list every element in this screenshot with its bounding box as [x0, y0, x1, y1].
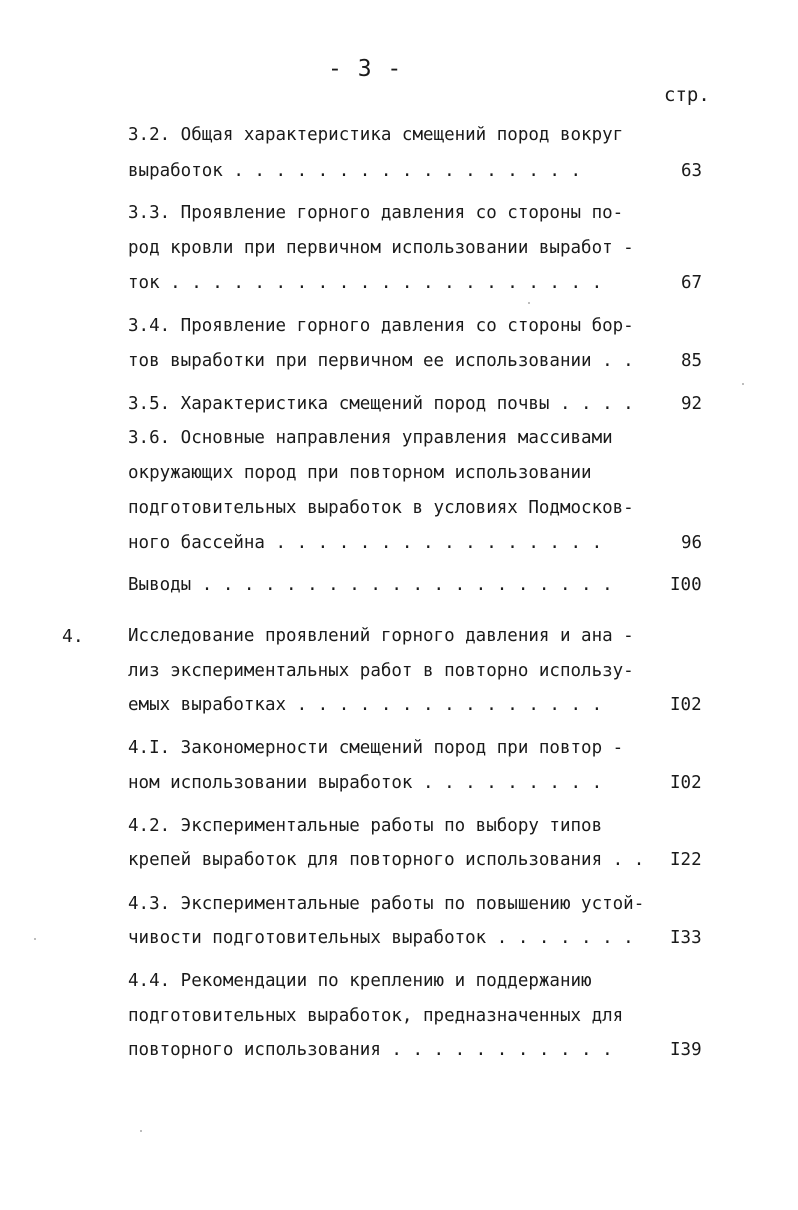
- page-number: - 3 -: [328, 56, 403, 82]
- scan-speck: [742, 383, 744, 385]
- toc-entry-line: ного бассейна . . . . . . . . . . . . . . . .: [128, 533, 603, 553]
- toc-entry-line: Выводы . . . . . . . . . . . . . . . . . . . .: [128, 575, 613, 595]
- chapter-number: 4.: [62, 626, 84, 647]
- toc-entry-line: окружающих пород при повторном использовании: [128, 463, 592, 483]
- toc-entry-line: подготовительных выработок, предназначенных для: [128, 1006, 624, 1026]
- toc-entry-line: ток . . . . . . . . . . . . . . . . . . . . .: [128, 273, 603, 293]
- toc-entry-line: род кровли при первичном использовании выработ -: [128, 238, 634, 258]
- toc-entry-line: 3.3. Проявление горного давления со стороны по-: [128, 203, 624, 223]
- toc-page-ref: 92: [681, 394, 703, 414]
- toc-entry-line: 4.4. Рекомендации по креплению и поддержанию: [128, 971, 592, 991]
- toc-entry-line: лиз экспериментальных работ в повторно использу-: [128, 661, 634, 681]
- toc-entry-line: 3.6. Основные направления управления массивами: [128, 428, 613, 448]
- toc-entry-line: ном использовании выработок . . . . . . . . .: [128, 773, 603, 793]
- toc-entry-line: крепей выработок для повторного использования . .: [128, 850, 645, 870]
- toc-page-ref: I33: [670, 928, 702, 948]
- toc-page-ref: 96: [681, 533, 703, 553]
- scan-speck: [140, 1130, 142, 1132]
- toc-page-ref: I39: [670, 1040, 702, 1060]
- toc-entry-line: 4.3. Экспериментальные работы по повышению устой-: [128, 894, 645, 914]
- toc-entry-line: 3.4. Проявление горного давления со стороны бор-: [128, 316, 634, 336]
- toc-entry-line: 3.2. Общая характеристика смещений пород вокруг: [128, 125, 624, 145]
- toc-page-ref: I00: [670, 575, 702, 595]
- toc-entry-line: Исследование проявлений горного давления и ана -: [128, 626, 634, 646]
- toc-entry-line: подготовительных выработок в условиях Подмосков-: [128, 498, 634, 518]
- scan-speck: [528, 302, 530, 304]
- toc-entry-line: 3.5. Характеристика смещений пород почвы . . . .: [128, 394, 634, 414]
- toc-entry-line: 4.2. Экспериментальные работы по выбору типов: [128, 816, 603, 836]
- toc-page-ref: 63: [681, 161, 703, 181]
- toc-entry-line: выработок . . . . . . . . . . . . . . . . .: [128, 161, 582, 181]
- toc-page-ref: I02: [670, 695, 702, 715]
- toc-entry-line: повторного использования . . . . . . . . . . .: [128, 1040, 613, 1060]
- toc-entry-line: 4.I. Закономерности смещений пород при повтор -: [128, 738, 624, 758]
- toc-page-ref: I22: [670, 850, 702, 870]
- toc-entry-line: емых выработках . . . . . . . . . . . . . . .: [128, 695, 603, 715]
- toc-entry-line: чивости подготовительных выработок . . . . . . .: [128, 928, 634, 948]
- scan-speck: [34, 938, 36, 940]
- toc-entry-line: тов выработки при первичном ее использовании . .: [128, 351, 634, 371]
- toc-page-ref: 67: [681, 273, 703, 293]
- pages-column-label: стр.: [664, 84, 710, 106]
- toc-page-ref: 85: [681, 351, 703, 371]
- toc-page-ref: I02: [670, 773, 702, 793]
